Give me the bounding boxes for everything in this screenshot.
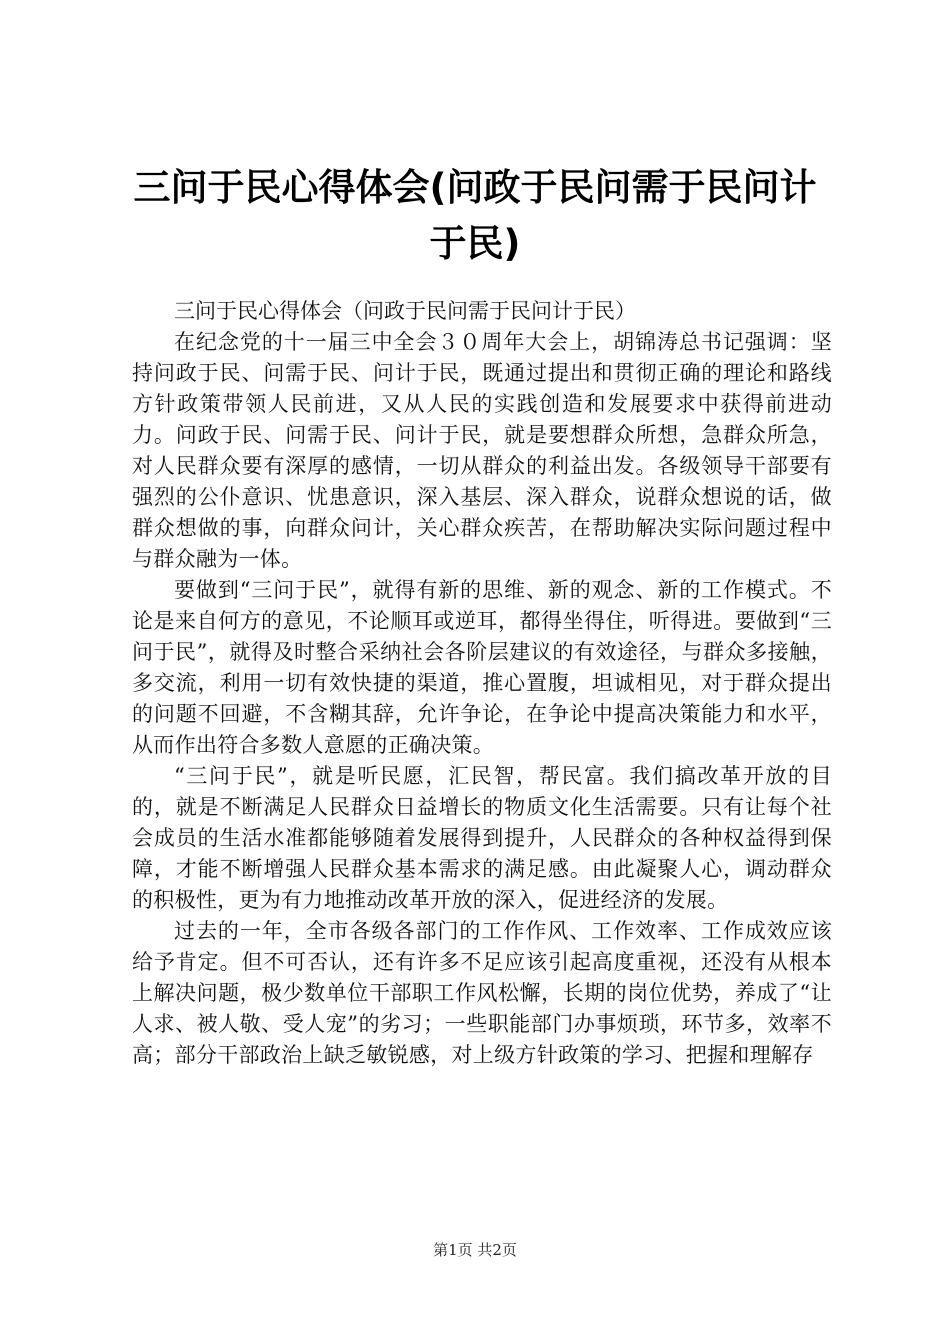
page-number-footer: 第1页 共2页 — [433, 1241, 517, 1259]
document-body — [132, 327, 832, 1071]
document-subtitle: 三问于民心得体会（问政于民问需于民问计于民） — [174, 299, 636, 323]
body-paragraph: 过去的一年，全市各级各部门的工作作风、工作效率、工作成效应该给予肯定。但不可否认，还有许多不足应该引起高度重视，还没有从根本上解决问题，极少数单位干部职工作风松懈，长期的岗位优势，养成了“让人求、被人敬、受人宠”的劣习；一些职能部门办事烦琐，环节多，效率不高；部分干部政治上缺乏敏锐感，对上级方针政策的学习、把握和理解存 — [132, 919, 832, 1067]
document-title: 三问于民心得体会(问政于民问需于民问计于民) — [133, 166, 817, 265]
body-paragraph: 在纪念党的十一届三中全会３０周年大会上，胡锦涛总书记强调：坚持问政于民、问需于民、问计于民，既通过提出和贯彻正确的理论和路线方针政策带领人民前进，又从人民的实践创造和发展要求中获得前进动力。问政于民、问需于民、问计于民，就是要想群众所想，急群众所急，对人民群众要有深厚的感情，一切从群众的利益出发。各级领导干部要有强烈的公仆意识、忧患意识，深入基层、深入群众，说群众想说的话，做群众想做的事，向群众问计，关心群众疾苦，在帮助解决实际问题过程中与群众融为一体。 — [132, 330, 832, 571]
body-paragraph: “三问于民”，就是听民愿，汇民智，帮民富。我们搞改革开放的目的，就是不断满足人民群众日益增长的物质文化生活需要。只有让每个社会成员的生活水准都能够随着发展得到提升，人民群众的各种权益得到保障，才能不断增强人民群众基本需求的满足感。由此凝聚人心，调动群众的积极性，更为有力地推动改革开放的深入，促进经济的发展。 — [132, 764, 832, 912]
body-paragraph: 要做到“三问于民”，就得有新的思维、新的观念、新的工作模式。不论是来自何方的意见，不论顺耳或逆耳，都得坐得住，听得进。要做到“三问于民”，就得及时整合采纳社会各阶层建议的有效途径，与群众多接触，多交流，利用一切有效快捷的渠道，推心置腹，坦诚相见，对于群众提出的问题不回避，不含糊其辞，允许争论，在争论中提高决策能力和水平，从而作出符合多数人意愿的正确决策。 — [132, 578, 832, 757]
